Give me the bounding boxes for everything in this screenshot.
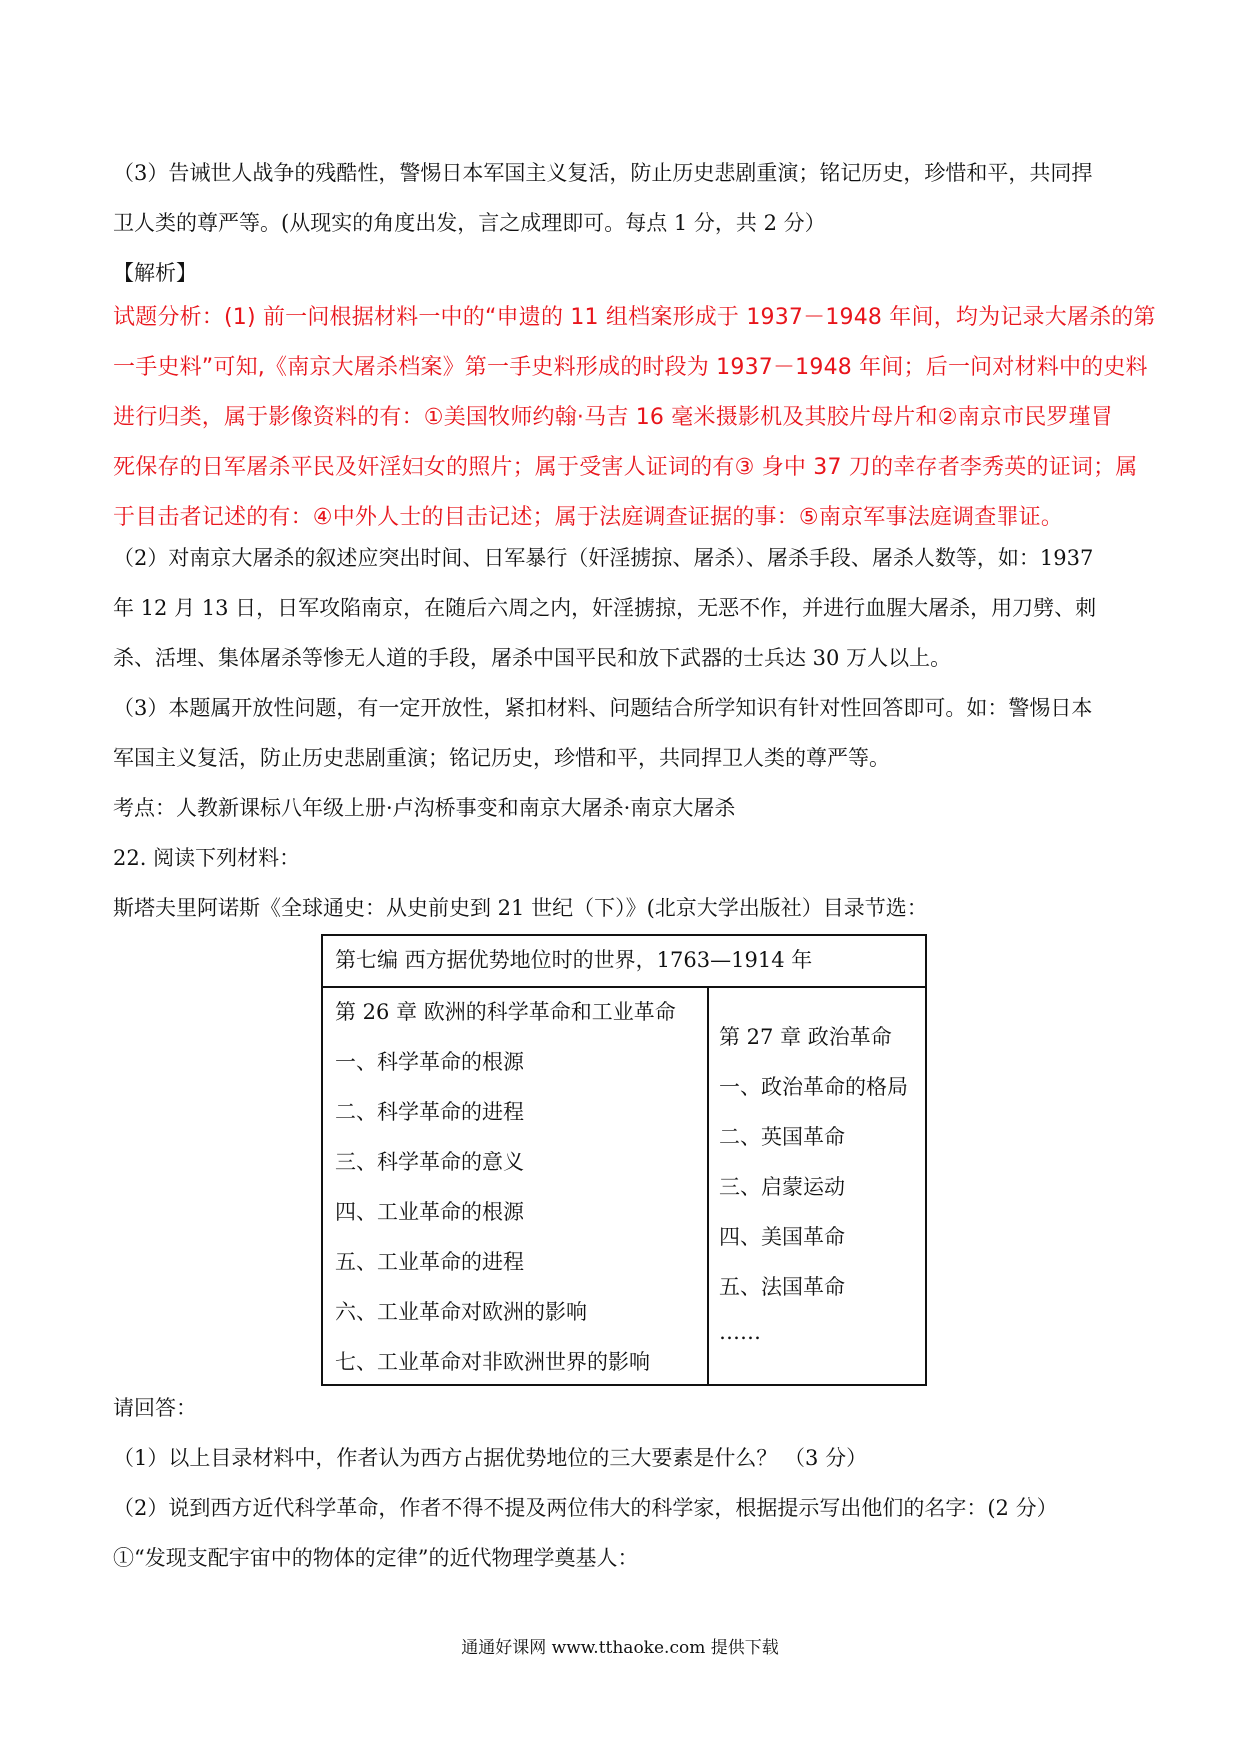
analysis-red-line-3: 进行归类，属于影像资料的有：①美国牧师约翰·马吉 16 毫米摄影机及其胶片母片和②南京市民罗瑾冒 bbox=[113, 405, 1114, 430]
contents-table bbox=[321, 934, 927, 1386]
contents-table-divider bbox=[707, 986, 709, 1384]
analysis-para3-line-1: （3）本题属开放性问题，有一定开放性，紧扣材料、问题结合所学知识有针对性回答即可。如：警惕日本 bbox=[113, 696, 1093, 720]
question-22-title: 22. 阅读下列材料： bbox=[113, 846, 301, 870]
analysis-para2-line-3: 杀、活埋、集体屠杀等惨无人道的手段，屠杀中国平民和放下武器的士兵达 30 万人以上。 bbox=[113, 646, 952, 670]
contents-left-item: 第 26 章 欧洲的科学革命和工业革命 bbox=[335, 1000, 676, 1024]
analysis-red-line-1: 试题分析：(1) 前一问根据材料一中的“申遗的 11 组档案形成于 1937－1948 年间，均为记录大屠杀的第 bbox=[113, 305, 1156, 330]
answer-prompt: 请回答： bbox=[113, 1396, 197, 1420]
contents-left-item: 四、工业革命的根源 bbox=[335, 1200, 524, 1224]
analysis-para3-line-2: 军国主义复活，防止历史悲剧重演；铭记历史，珍惜和平，共同捍卫人类的尊严等。 bbox=[113, 746, 890, 770]
contents-table-header bbox=[323, 936, 925, 988]
analysis-para2-line-1: （2）对南京大屠杀的叙述应突出时间、日军暴行（奸淫掳掠、屠杀）、屠杀手段、屠杀人数等，如：1937 bbox=[113, 546, 1094, 570]
question-22-part-1: （1）以上目录材料中，作者认为西方占据优势地位的三大要素是什么？ （3 分） bbox=[113, 1446, 868, 1470]
analysis-heading: 【解析】 bbox=[113, 261, 197, 285]
contents-right-item: 二、英国革命 bbox=[719, 1125, 845, 1149]
question-22-part-2: （2）说到西方近代科学革命，作者不得不提及两位伟大的科学家，根据提示写出他们的名字：(2 分） bbox=[113, 1496, 1058, 1520]
question-22-part-2-item-1: ①“发现支配宇宙中的物体的定律”的近代物理学奠基人： bbox=[113, 1546, 639, 1570]
answer-3-line-2: 卫人类的尊严等。(从现实的角度出发，言之成理即可。每点 1 分，共 2 分） bbox=[113, 211, 826, 235]
analysis-red-line-5: 于目击者记述的有：④中外人士的目击记述；属于法庭调查证据的事：⑤南京军事法庭调查罪证。 bbox=[113, 505, 1064, 530]
contents-right-item: 第 27 章 政治革命 bbox=[719, 1025, 892, 1049]
contents-left-item: 三、科学革命的意义 bbox=[335, 1150, 524, 1174]
answer-3-line-1: （3）告诫世人战争的残酷性，警惕日本军国主义复活，防止历史悲剧重演；铭记历史，珍惜和平，共同捍 bbox=[113, 161, 1093, 185]
contents-table-header-text: 第七编 西方据优势地位时的世界，1763—1914 年 bbox=[335, 948, 813, 972]
kaodian: 考点：人教新课标八年级上册·卢沟桥事变和南京大屠杀·南京大屠杀 bbox=[113, 796, 736, 820]
contents-left-item: 一、科学革命的根源 bbox=[335, 1050, 524, 1074]
contents-left-item: 六、工业革命对欧洲的影响 bbox=[335, 1300, 587, 1324]
contents-right-item: 三、启蒙运动 bbox=[719, 1175, 845, 1199]
page-footer: 通通好课网 www.tthaoke.com 提供下载 bbox=[461, 1638, 779, 1658]
analysis-red-line-4: 死保存的日军屠杀平民及奸淫妇女的照片；属于受害人证词的有③ 身中 37 刀的幸存者李秀英的证词；属 bbox=[113, 455, 1138, 480]
contents-left-item: 二、科学革命的进程 bbox=[335, 1100, 524, 1124]
analysis-red-line-2: 一手史料”可知,《南京大屠杀档案》第一手史料形成的时段为 1937－1948 年间；后一问对材料中的史料 bbox=[113, 355, 1148, 380]
contents-left-item: 七、工业革命对非欧洲世界的影响 bbox=[335, 1350, 650, 1374]
question-22-source: 斯塔夫里阿诺斯《全球通史：从史前史到 21 世纪（下）》(北京大学出版社）目录节选： bbox=[113, 896, 928, 920]
contents-right-item: 五、法国革命 bbox=[719, 1275, 845, 1299]
contents-right-item: 四、美国革命 bbox=[719, 1225, 845, 1249]
contents-right-item: …… bbox=[719, 1320, 761, 1344]
analysis-para2-line-2: 年 12 月 13 日，日军攻陷南京，在随后六周之内，奸淫掳掠，无恶不作，并进行血腥大屠杀，用刀劈、刺 bbox=[113, 596, 1097, 620]
contents-right-item: 一、政治革命的格局 bbox=[719, 1075, 908, 1099]
contents-left-item: 五、工业革命的进程 bbox=[335, 1250, 524, 1274]
